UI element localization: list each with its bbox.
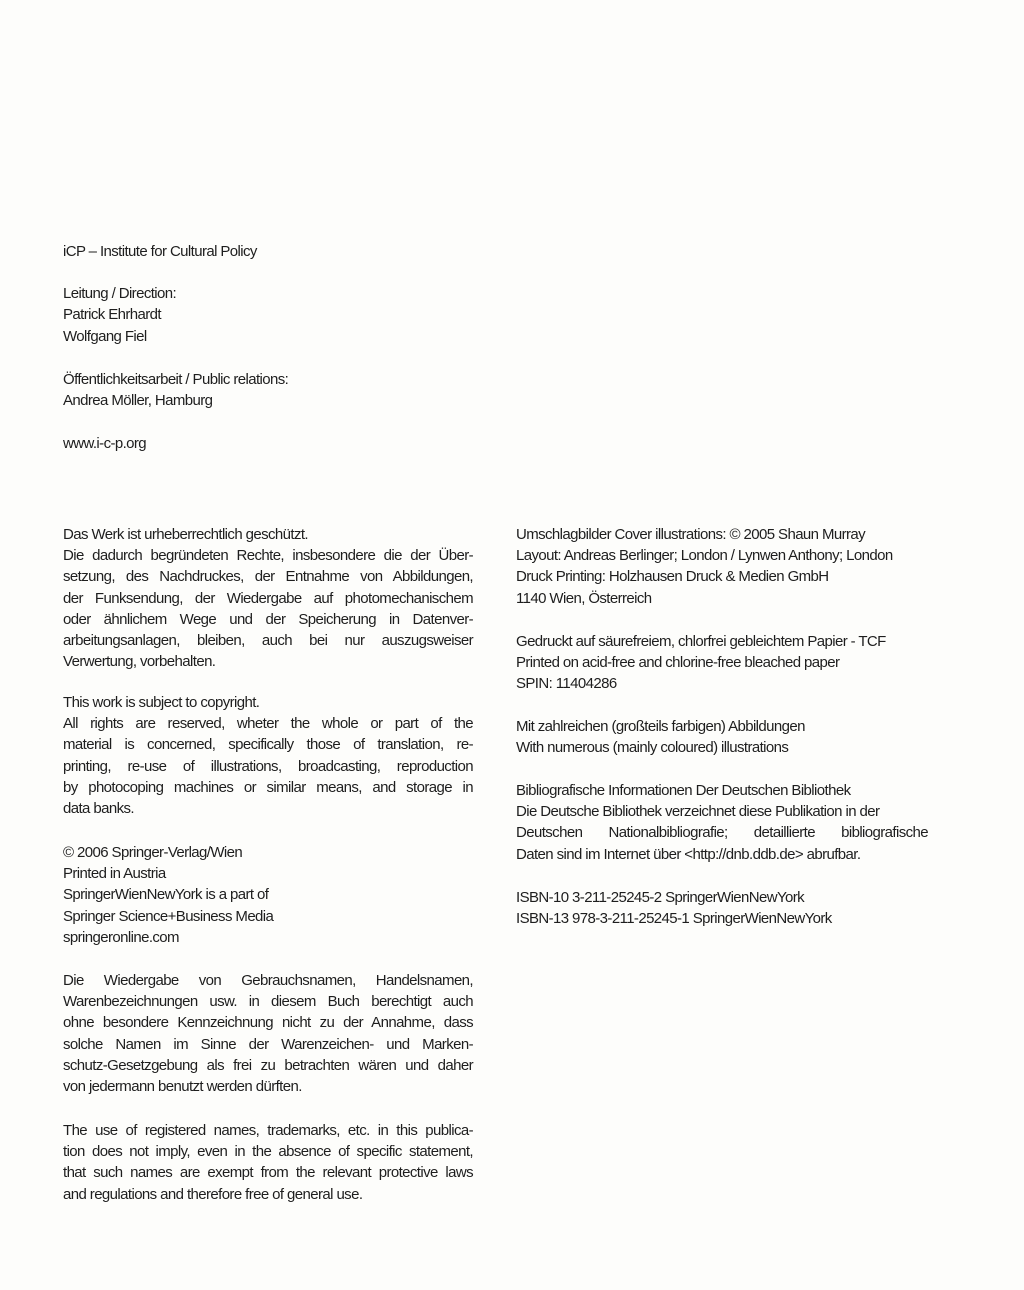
trademarks-en-line: The use of registered names, trademarks, etc. in this publica- — [63, 1122, 473, 1139]
copyright-de-line: arbeitungsanlagen, bleiben, auch bei nur auszugsweiser — [63, 632, 473, 650]
credits-line: 1140 Wien, Österreich — [516, 589, 652, 607]
director-2: Wolfgang Fiel — [63, 327, 147, 345]
paper-line: Gedruckt auf säurefreiem, chlorfrei gebleichtem Papier - TCF — [516, 633, 886, 650]
copyright-de-line: oder ähnlichem Wege und der Speicherung in Datenver- — [63, 610, 473, 628]
illustrations-line: Mit zahlreichen (großteils farbigen) Abbildungen — [516, 718, 805, 735]
copyright-en-line: data banks. — [63, 800, 134, 818]
trademarks-de-line: solche Namen im Sinne der Warenzeichen- und Marken- — [63, 1035, 473, 1053]
bibliography-line: Die Deutsche Bibliothek verzeichnet diese Publikation in der — [516, 803, 880, 821]
trademarks-en-line: tion does not imply, even in the absence of specific statement, — [63, 1143, 473, 1161]
direction-label: Leitung / Direction: — [63, 285, 177, 303]
isbn-block — [516, 887, 928, 929]
trademarks-de-line: Die Wiedergabe von Gebrauchsnamen, Handelsnamen, — [63, 972, 473, 989]
director-1: Patrick Ehrhardt — [63, 306, 161, 324]
paper-block — [516, 631, 928, 695]
institute-name: iCP – Institute for Cultural Policy — [63, 243, 257, 260]
bibliography-line: Deutschen Nationalbibliografie; detaillierte bibliografische — [516, 824, 928, 842]
trademarks-de-line: ohne besondere Kennzeichnung nicht zu der Annahme, dass — [63, 1014, 473, 1032]
publisher-website: springeronline.com — [63, 928, 179, 946]
copyright-en-line: All rights are reserved, wheter the whole or part of the — [63, 715, 473, 733]
publisher-line: Springer Science+Business Media — [63, 907, 274, 925]
paper-spin: SPIN: 11404286 — [516, 675, 617, 693]
copyright-de-line: setzung, des Nachdruckes, der Entnahme von Abbildungen, — [63, 568, 473, 586]
credits-line: Layout: Andreas Berlinger; London / Lynwen Anthony; London — [516, 547, 893, 565]
copyright-en-line: material is concerned, specifically those of translation, re- — [63, 736, 473, 754]
pr-name: Andrea Möller, Hamburg — [63, 392, 213, 410]
publisher-block — [63, 842, 473, 948]
trademarks-en-line: that such names are exempt from the relevant protective laws — [63, 1164, 473, 1182]
copyright-en-block — [63, 692, 473, 819]
institute-website: www.i-c-p.org — [63, 435, 147, 453]
bibliography-line: Daten sind im Internet über <http://dnb.ddb.de> abrufbar. — [516, 845, 861, 863]
trademarks-en-block — [63, 1120, 473, 1205]
paper-line: Printed on acid-free and chlorine-free bleached paper — [516, 654, 840, 672]
copyright-de-block — [63, 524, 473, 672]
illustrations-line: With numerous (mainly coloured) illustrations — [516, 739, 789, 757]
copyright-de-line: der Funksendung, der Wiedergabe auf photomechanischem — [63, 589, 473, 607]
credits-block — [516, 524, 928, 609]
bibliography-line: Bibliografische Informationen Der Deutschen Bibliothek — [516, 782, 851, 799]
copyright-en-line: This work is subject to copyright. — [63, 694, 260, 711]
trademarks-de-line: Warenbezeichnungen usw. in diesem Buch berechtigt auch — [63, 993, 473, 1011]
isbn-10: ISBN-10 3-211-25245-2 SpringerWienNewYork — [516, 889, 805, 906]
publisher-line: SpringerWienNewYork is a part of — [63, 886, 269, 904]
institute-block — [63, 241, 473, 454]
pr-label: Öffentlichkeitsarbeit / Public relations: — [63, 370, 289, 388]
copyright-en-line: printing, re-use of illustrations, broadcasting, reproduction — [63, 757, 473, 775]
copyright-de-line: Die dadurch begründeten Rechte, insbesondere die der Über- — [63, 547, 473, 565]
copyright-en-line: by photocoping machines or similar means, and storage in — [63, 778, 473, 796]
trademarks-de-line: von jedermann benutzt werden dürften. — [63, 1078, 302, 1096]
bibliography-block — [516, 780, 928, 865]
isbn-13: ISBN-13 978-3-211-25245-1 SpringerWienNewYork — [516, 910, 832, 928]
credits-line: Umschlagbilder Cover illustrations: © 2005 Shaun Murray — [516, 526, 866, 543]
credits-line: Druck Printing: Holzhausen Druck & Medien GmbH — [516, 568, 829, 586]
publisher-line: Printed in Austria — [63, 865, 166, 883]
publisher-line: © 2006 Springer-Verlag/Wien — [63, 844, 243, 861]
trademarks-en-line: and regulations and therefore free of general use. — [63, 1185, 363, 1203]
illustrations-block — [516, 716, 928, 758]
copyright-de-line: Das Werk ist urheberrechtlich geschützt. — [63, 526, 308, 543]
trademarks-de-block — [63, 970, 473, 1097]
trademarks-de-line: schutz-Gesetzgebung als frei zu betrachten wären und daher — [63, 1056, 473, 1074]
copyright-de-line: Verwertung, vorbehalten. — [63, 653, 216, 671]
